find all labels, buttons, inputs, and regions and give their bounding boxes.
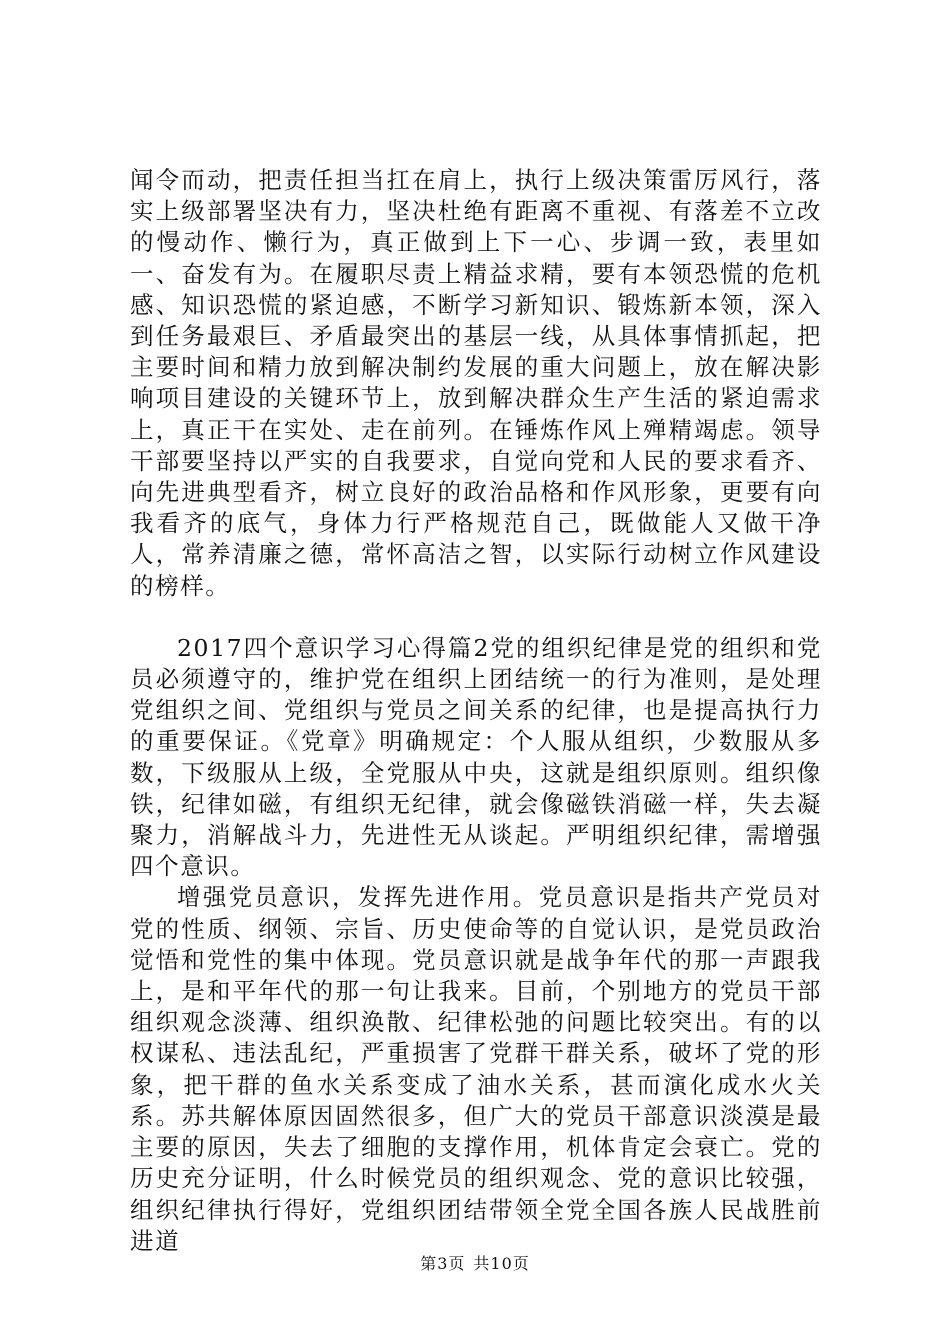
document-body bbox=[130, 165, 822, 1257]
paragraph-1: 闻令而动，把责任担当扛在肩上，执行上级决策雷厉风行，落实上级部署坚决有力，坚决杜绝有距离不重视、有落差不立改的慢动作、懒行为，真正做到上下一心、步调一致，表里如一、奋发有为。在履职尽责上精益求精，要有本领恐慌的危机感、知识恐慌的紧迫感，不断学习新知识、锻炼新本领，深入到任务最艰巨、矛盾最突出的基层一线，从具体事情抓起，把主要时间和精力放到解决制约发展的重大问题上，放在解决影响项目建设的关键环节上，放到解决群众生产生活的紧迫需求上，真正干在实处、走在前列。在锤炼作风上殚精竭虑。领导干部要坚持以严实的自我要求，自觉向党和人民的要求看齐、向先进典型看齐，树立良好的政治品格和作风形象，更要有向我看齐的底气，身体力行严格规范自己，既做能人又做干净人，常养清廉之德，常怀高洁之智，以实际行动树立作风建设的榜样。 bbox=[130, 166, 822, 600]
paragraph-2: 2017四个意识学习心得篇2党的组织纪律是党的组织和党员必须遵守的，维护党在组织上团结统一的行为准则，是处理党组织之间、党组织与党员之间关系的纪律，也是提高执行力的重要保证。《党章》明确规定：个人服从组织，少数服从多数，下级服从上级，全党服从中央，这就是组织原则。组织像铁，纪律如磁，有组织无纪律，就会像磁铁消磁一样，失去凝聚力，消解战斗力，先进性无从谈起。严明组织纪律，需增强四个意识。 bbox=[130, 633, 822, 881]
paragraph-gap bbox=[130, 602, 822, 633]
page-footer bbox=[0, 1251, 950, 1274]
paragraph-3: 增强党员意识，发挥先进作用。党员意识是指共产党员对党的性质、纲领、宗旨、历史使命等的自觉认识，是党员政治觉悟和党性的集中体现。党员意识就是战争年代的那一声跟我上，是和平年代的那一句让我来。目前，个别地方的党员干部组织观念淡薄、组织涣散、纪律松弛的问题比较突出。有的以权谋私、违法乱纪，严重损害了党群干群关系，破坏了党的形象，把干群的鱼水关系变成了油水关系，甚而演化成水火关系。苏共解体原因固然很多，但广大的党员干部意识淡漠是最主要的原因，失去了细胞的支撑作用，机体肯定会衰亡。党的历史充分证明，什么时候党员的组织观念、党的意识比较强，组织纪律执行得好，党组织团结带领全党全国各族人民战胜前进道 bbox=[130, 883, 822, 1255]
page-total: 共10页 bbox=[473, 1254, 530, 1273]
page-number: 第3页 bbox=[420, 1254, 466, 1273]
